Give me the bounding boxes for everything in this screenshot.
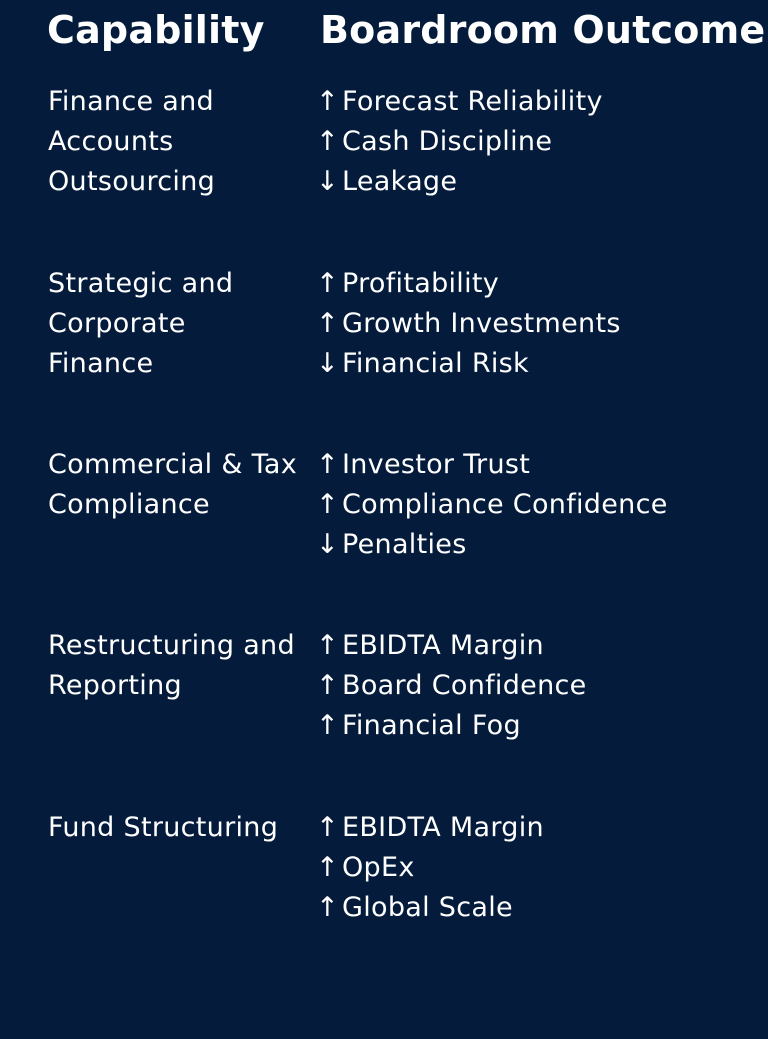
outcome-label: Growth Investments	[342, 308, 621, 339]
capability-line: Restructuring and	[48, 630, 295, 661]
outcome-cell	[316, 626, 756, 746]
arrow-up-icon: ↑	[316, 812, 339, 843]
outcome-label: Financial Fog	[342, 710, 521, 741]
outcome-label: Leakage	[342, 166, 458, 197]
table-row	[0, 445, 768, 575]
arrow-up-icon: ↑	[316, 670, 339, 701]
outcome-label: Financial Risk	[342, 348, 529, 379]
capability-column-header: Capability	[47, 8, 265, 52]
outcome-item	[316, 706, 756, 746]
outcome-item	[316, 848, 756, 888]
outcome-item	[316, 304, 756, 344]
arrow-up-icon: ↑	[316, 892, 339, 923]
capability-cell	[48, 264, 316, 384]
capability-line: Corporate	[48, 308, 186, 339]
outcome-column-header: Boardroom Outcome	[320, 8, 766, 52]
outcome-label: Cash Discipline	[342, 126, 553, 157]
table-row	[0, 264, 768, 394]
capability-line: Compliance	[48, 489, 210, 520]
capability-line: Reporting	[48, 670, 182, 701]
outcome-label: Forecast Reliability	[342, 86, 603, 117]
capability-cell	[48, 626, 316, 706]
outcome-item	[316, 666, 756, 706]
outcome-item	[316, 485, 756, 525]
arrow-up-icon: ↑	[316, 710, 339, 741]
arrow-up-icon: ↑	[316, 126, 339, 157]
arrow-down-icon: ↓	[316, 348, 339, 379]
capability-line: Strategic and	[48, 268, 234, 299]
outcome-item	[316, 626, 756, 666]
capability-cell	[48, 808, 316, 848]
arrow-down-icon: ↓	[316, 166, 339, 197]
outcome-cell	[316, 808, 756, 928]
arrow-up-icon: ↑	[316, 86, 339, 117]
outcome-cell	[316, 445, 756, 565]
outcome-cell	[316, 82, 756, 202]
table-row	[0, 82, 768, 212]
outcome-label: Compliance Confidence	[342, 489, 668, 520]
arrow-up-icon: ↑	[316, 449, 339, 480]
outcome-item	[316, 525, 756, 565]
outcome-label: Board Confidence	[342, 670, 587, 701]
table-row	[0, 626, 768, 756]
outcome-item	[316, 82, 756, 122]
outcome-label: OpEx	[342, 852, 415, 883]
capability-cell	[48, 445, 316, 525]
outcome-item	[316, 122, 756, 162]
outcome-item	[316, 445, 756, 485]
arrow-up-icon: ↑	[316, 489, 339, 520]
outcome-item	[316, 888, 756, 928]
outcome-item	[316, 264, 756, 304]
capability-line: Outsourcing	[48, 166, 216, 197]
table-row	[0, 808, 768, 938]
outcome-label: Penalties	[342, 529, 467, 560]
arrow-down-icon: ↓	[316, 529, 339, 560]
outcome-item	[316, 808, 756, 848]
capability-line: Accounts	[48, 126, 174, 157]
capability-line: Commercial & Tax	[48, 449, 298, 480]
outcome-label: EBIDTA Margin	[342, 630, 544, 661]
outcome-label: EBIDTA Margin	[342, 812, 544, 843]
arrow-up-icon: ↑	[316, 268, 339, 299]
arrow-up-icon: ↑	[316, 630, 339, 661]
outcome-item	[316, 162, 756, 202]
outcome-cell	[316, 264, 756, 384]
capability-line: Finance and	[48, 86, 214, 117]
outcome-label: Profitability	[342, 268, 500, 299]
outcome-label: Investor Trust	[342, 449, 531, 480]
outcome-label: Global Scale	[342, 892, 513, 923]
capability-line: Fund Structuring	[48, 812, 279, 843]
capability-line: Finance	[48, 348, 154, 379]
table-header	[0, 8, 768, 56]
arrow-up-icon: ↑	[316, 852, 339, 883]
outcome-item	[316, 344, 756, 384]
arrow-up-icon: ↑	[316, 308, 339, 339]
capability-cell	[48, 82, 316, 202]
